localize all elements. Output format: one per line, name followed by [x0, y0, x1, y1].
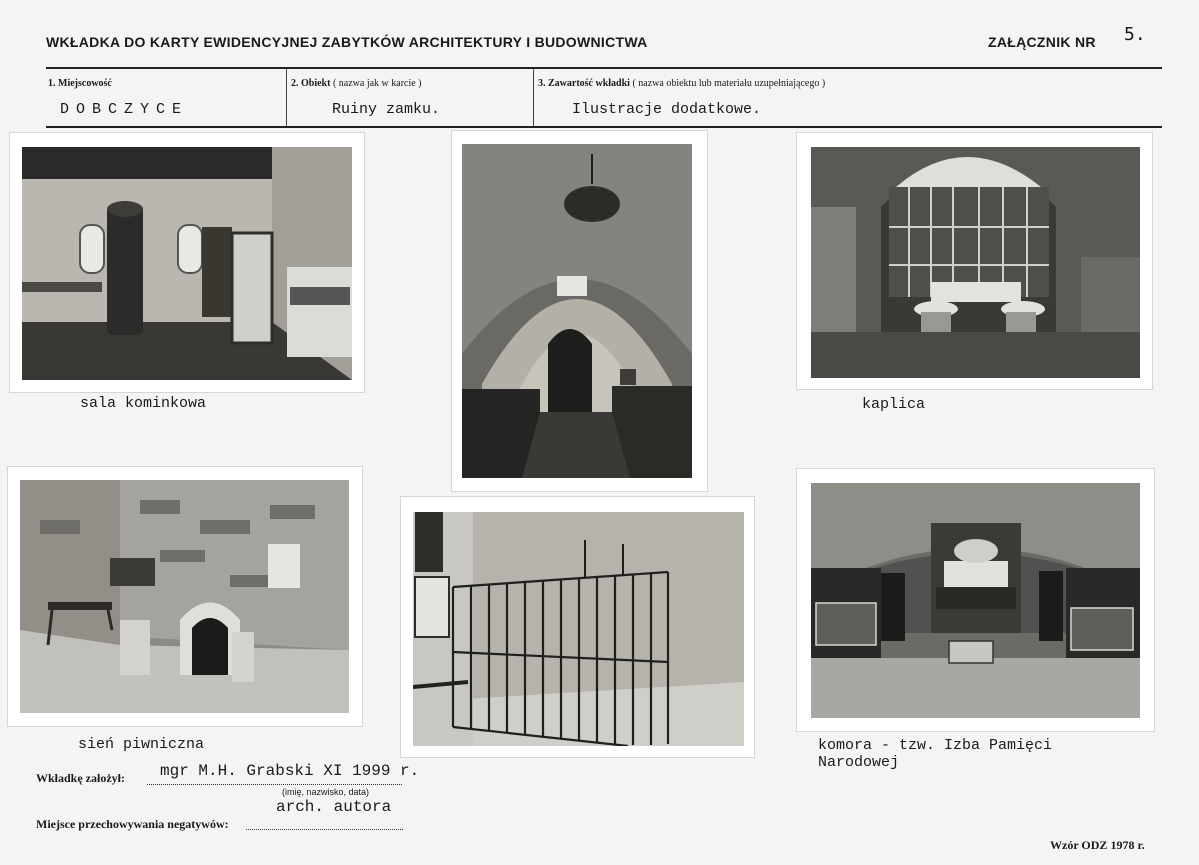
photo-vaulted-chapel-passage: [462, 144, 692, 478]
form-code: Wzór ODZ 1978 r.: [1050, 838, 1145, 852]
photo-caption-3: kaplica: [862, 396, 926, 413]
photo-chapel-altar: [811, 147, 1140, 378]
header-bottom-rule: [46, 126, 1162, 128]
photo-dungeon-cage: [413, 512, 744, 746]
author-hint: (imię, nazwisko, data): [282, 787, 370, 797]
location-label: 1. Miejscowość: [48, 78, 112, 89]
header-top-rule: [46, 67, 1162, 69]
annex-number: 5.: [1124, 24, 1146, 45]
annex-label: ZAŁĄCZNIK NR: [988, 34, 1096, 50]
object-value: Ruiny zamku.: [332, 101, 441, 118]
author-dotted-line: [147, 784, 402, 785]
contents-label: 3. Zawartość wkładki ( nazwa obiektu lub materiału uzupełniającego ): [538, 78, 826, 89]
photo-memorial-chamber: [811, 483, 1140, 718]
photo-caption-1: sala kominkowa: [80, 395, 207, 412]
storage-dotted-line: [246, 829, 403, 830]
storage-label: Miejsce przechowywania negatywów:: [36, 817, 229, 831]
location-value: DOBCZYCE: [60, 101, 189, 118]
photo-cellar-vestibule: [20, 480, 349, 713]
field-divider-2: [533, 69, 534, 127]
sheet-title: WKŁADKA DO KARTY EWIDENCYJNEJ ZABYTKÓW ARCHITEKTURY I BUDOWNICTWA: [46, 34, 648, 50]
object-label: 2. Obiekt ( nazwa jak w karcie ): [291, 78, 422, 89]
field-divider-1: [286, 69, 287, 127]
contents-value: Ilustracje dodatkowe.: [572, 101, 762, 118]
photo-caption-4: sień piwniczna: [78, 736, 205, 753]
storage-value: arch. autora: [276, 798, 392, 816]
author-label: Wkładkę założył:: [36, 771, 125, 785]
photo-hall-with-stove: [22, 147, 352, 380]
author-value: mgr M.H. Grabski XI 1999 r.: [160, 762, 420, 780]
photo-caption-6: komora - tzw. Izba Pamięci Narodowej: [818, 737, 1053, 771]
